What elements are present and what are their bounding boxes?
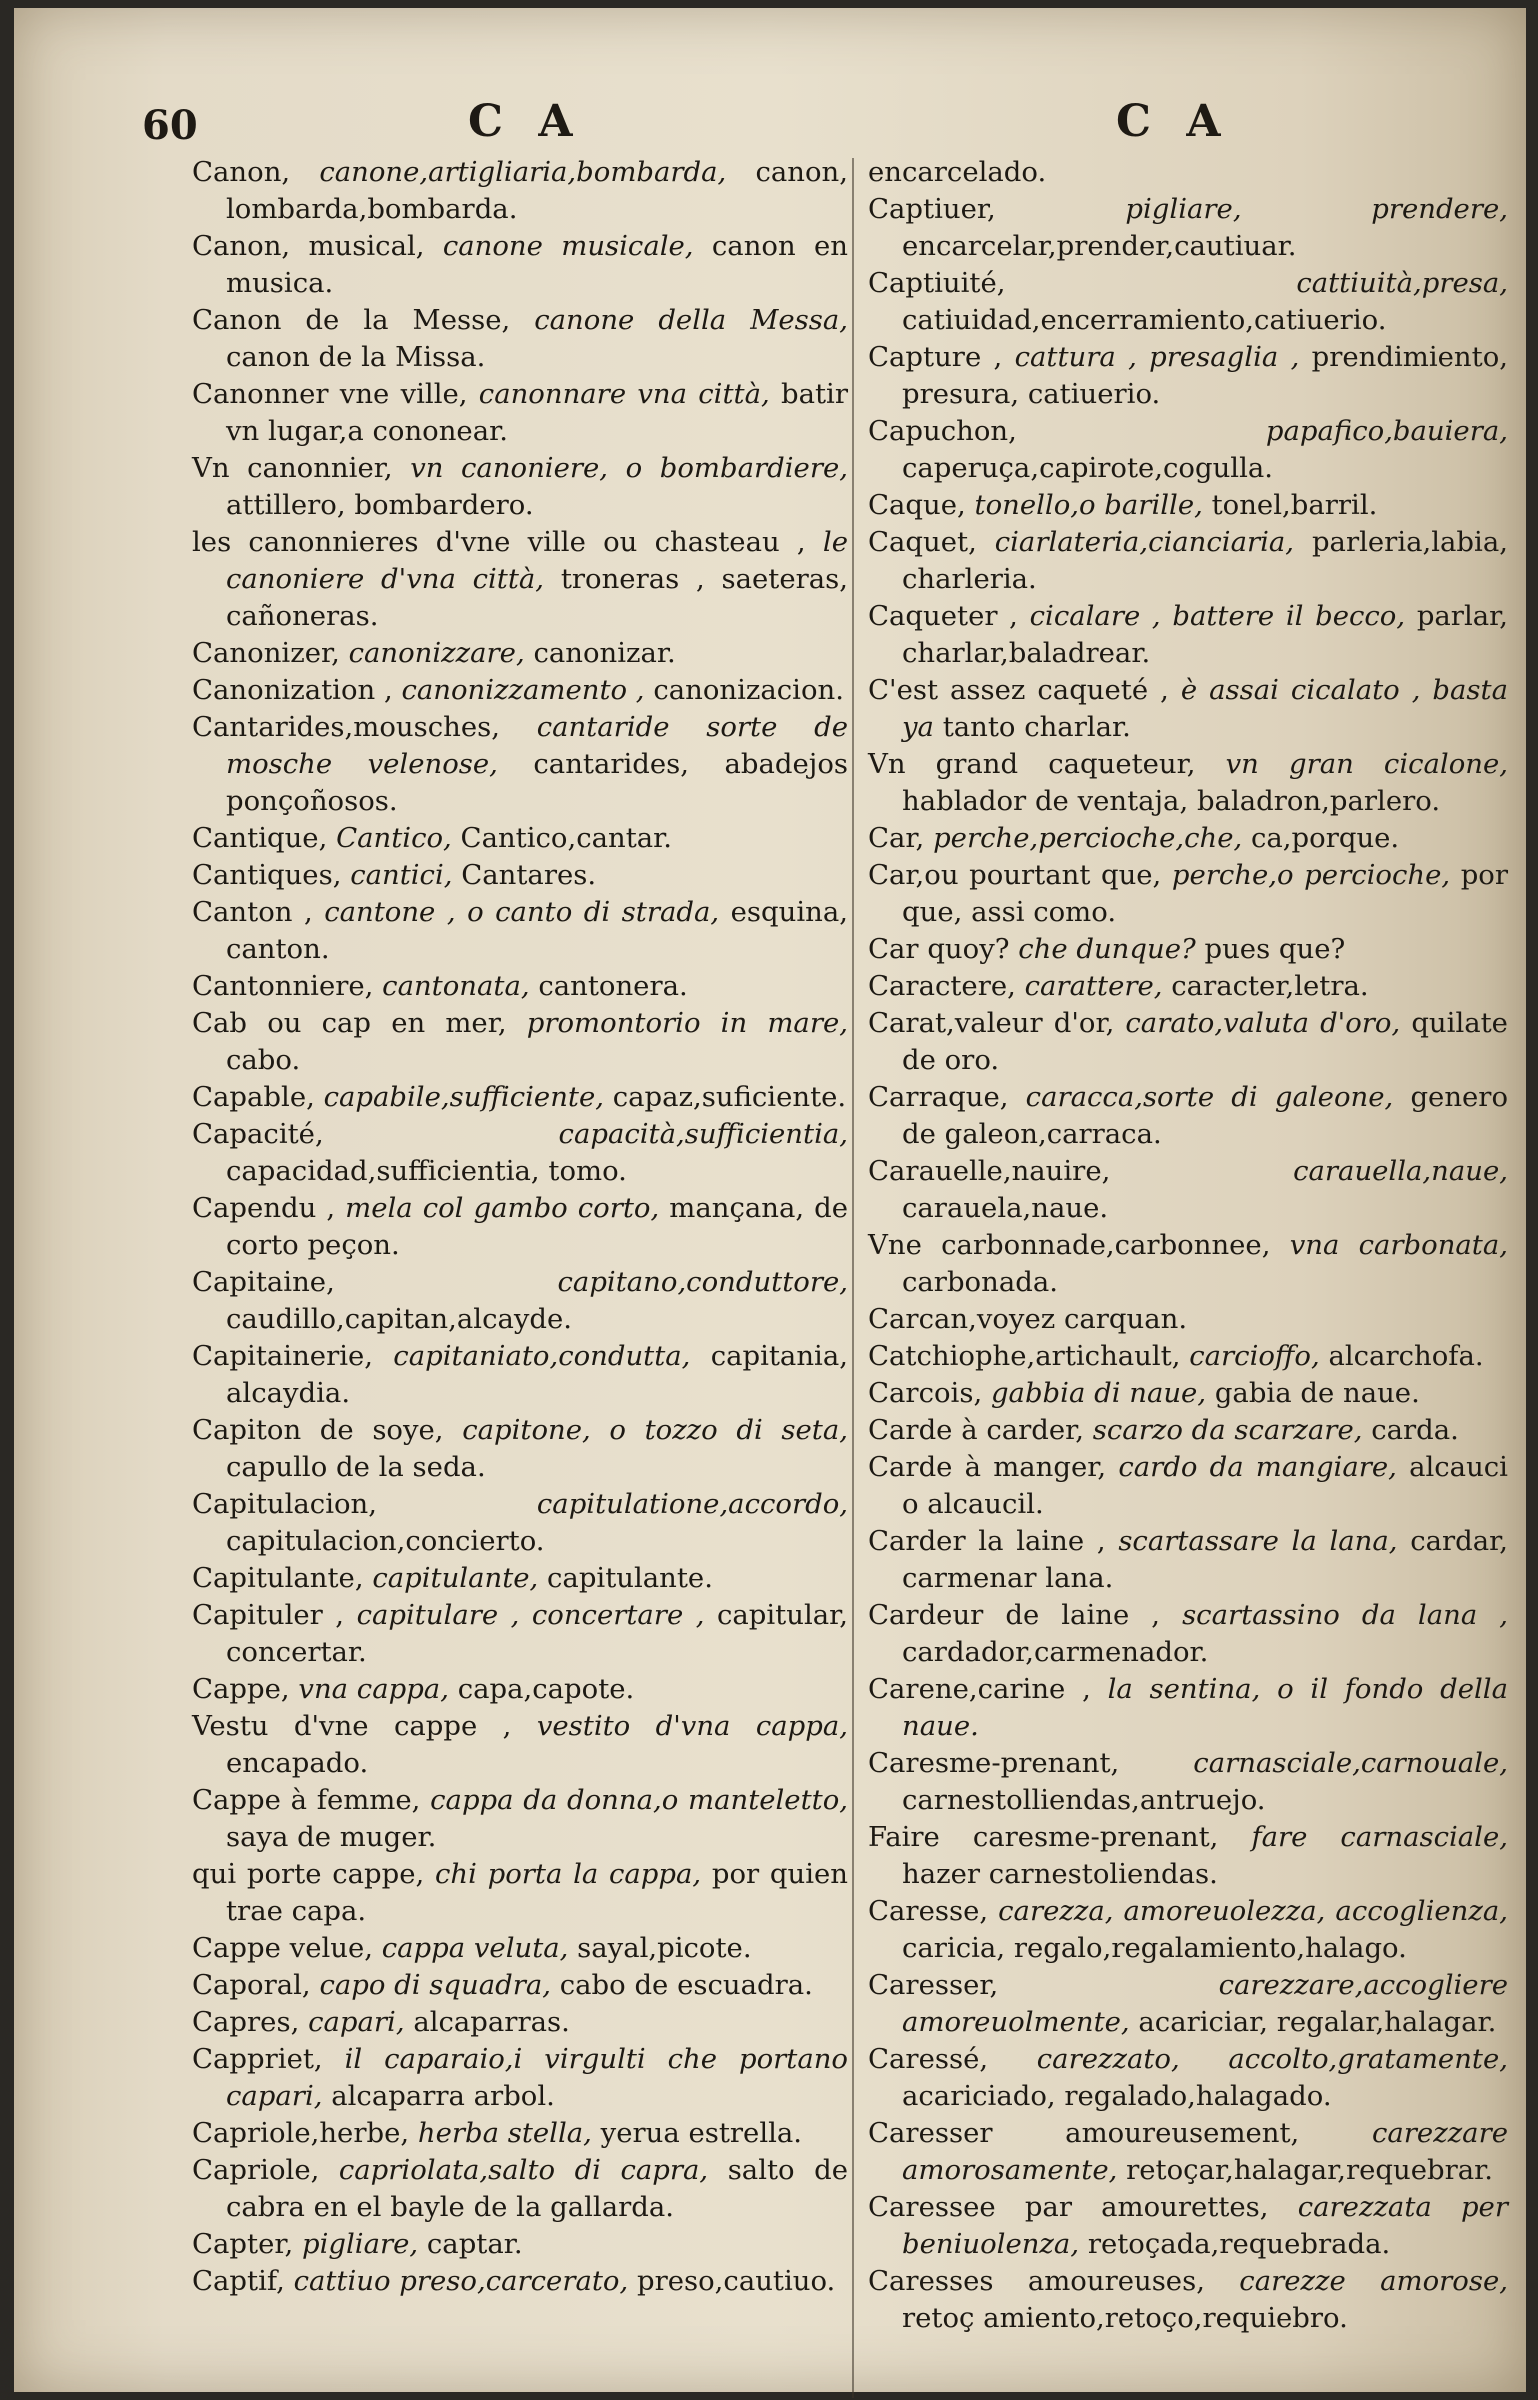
dictionary-entry [868,413,1508,487]
dictionary-entry [192,1005,848,1079]
french-term: Caque, [868,489,966,521]
dictionary-entry [868,746,1508,820]
dictionary-entry [192,672,848,709]
italian-term: cicalare , battere il becco, [1029,600,1406,632]
italian-term: carezzare,accogliere amoreuolmente, [902,1969,1508,2038]
french-term: Vn canonnier, [192,452,393,484]
dictionary-entry [192,1560,848,1597]
spanish-term: canon, lombarda,bombarda. [226,156,848,225]
french-term: Capriole, [192,2154,320,2186]
spanish-term: capitular, concertar. [226,1599,848,1668]
column-divider [852,158,854,2398]
italian-term: capari, [308,2006,405,2038]
french-term: Car, [868,822,925,854]
dictionary-entry [868,524,1508,598]
running-head-right: C A [1116,96,1231,147]
italian-term: pigliare, prendere, [1125,193,1508,225]
dictionary-entry [868,931,1508,968]
dictionary-entry [868,1745,1508,1819]
french-term: Vne carbonnade,carbonnee, [868,1229,1271,1261]
spanish-term: alcaparras. [413,2006,570,2038]
italian-term: carezzare amorosamente, [902,2117,1508,2186]
italian-term: scartassare la lana, [1118,1525,1398,1557]
spanish-term: salto de cabra en el bayle de la gallarda. [226,2154,848,2223]
italian-term: capabile,sufficiente, [323,1081,604,1113]
spanish-term: genero de galeon,carraca. [902,1081,1509,1150]
book-page [14,8,1526,2392]
french-term: Capendu , [192,1192,336,1224]
italian-term: Cantico, [336,822,452,854]
italian-term: capitone, o tozzo di seta, [462,1414,848,1446]
italian-term: vn gran cicalone, [1225,748,1508,780]
french-term: Captif, [192,2265,285,2297]
italian-term: cappa da donna,o manteletto, [430,1784,848,1816]
dictionary-entry [192,376,848,450]
french-term: Captiuer, [868,193,996,225]
italian-term: ciarlateria,cianciaria, [994,526,1295,558]
french-term: Carat,valeur d'or, [868,1007,1115,1039]
italian-term: cardo da mangiare, [1118,1451,1397,1483]
spanish-term: capa,capote. [457,1673,635,1705]
spanish-term: acariciar, regalar,halagar. [1138,2006,1497,2038]
dictionary-entry [192,857,848,894]
dictionary-entry [192,635,848,672]
italian-term: capitulare , concertare , [356,1599,705,1631]
dictionary-entry [868,2189,1508,2263]
italian-term: canone della Messa, [534,304,848,336]
italian-term: chi porta la cappa, [434,1858,702,1890]
dictionary-entry [192,2152,848,2226]
italian-term: cantaride sorte de mosche velenose, [226,711,848,780]
french-term: Captiuité, [868,267,1006,299]
dictionary-entry [192,709,848,820]
italian-term: capitano,conduttore, [557,1266,848,1298]
italian-term: pigliare, [301,2228,419,2260]
italian-term: capitaniato,condutta, [393,1340,691,1372]
dictionary-entry [192,1967,848,2004]
italian-term: capitulante, [372,1562,539,1594]
french-term: Cantique, [192,822,328,854]
french-term: Canonization , [192,674,393,706]
french-term: Cappriet, [192,2043,323,2075]
italian-term: cattiuità,presa, [1296,267,1508,299]
italian-term: papafico,bauiera, [1265,415,1508,447]
spanish-term: esquina, canton. [226,896,848,965]
french-term: Cappe à femme, [192,1784,421,1816]
french-term: Cantonniere, [192,970,374,1002]
italian-term: cappa veluta, [381,1932,569,1964]
french-term: Carde à manger, [868,1451,1107,1483]
spanish-term: parleria,labia, charleria. [902,526,1508,595]
dictionary-entry [192,302,848,376]
french-term: Canonizer, [192,637,340,669]
italian-term: canone musicale, [442,230,694,262]
french-term: Cab ou cap en mer, [192,1007,507,1039]
french-term: Faire caresme-prenant, [868,1821,1219,1853]
french-term: Caresser, [868,1969,999,2001]
dictionary-entry [192,2263,848,2300]
french-term: les canonnieres d'vne ville ou chasteau , [192,526,806,558]
french-term: Canon de la Messe, [192,304,511,336]
spanish-term: gabia de naue. [1214,1377,1420,1409]
spanish-term: retoçar,halagar,requebrar. [1126,2154,1493,2186]
italian-term: perche,percioche,che, [933,822,1243,854]
spanish-term: retoçada,requebrada. [1087,2228,1391,2260]
french-term: C'est assez caqueté , [868,674,1169,706]
italian-term: è assai cicalato , basta ya [902,674,1508,743]
dictionary-entry [868,1227,1508,1301]
dictionary-entry [192,2226,848,2263]
spanish-term: caracter,letra. [1171,970,1369,1002]
dictionary-entry [192,2004,848,2041]
italian-term: promontorio in mare, [526,1007,848,1039]
dictionary-entry [192,1116,848,1190]
spanish-term: cabo. [226,1044,301,1076]
french-term: Vestu d'vne cappe , [192,1710,512,1742]
left-column [192,154,848,2300]
italian-term: gabbia di naue, [990,1377,1207,1409]
spanish-term: canonizacion. [653,674,844,706]
italian-term: scartassino da lana , [1182,1599,1508,1631]
french-term: Capres, [192,2006,300,2038]
spanish-term: capitulante. [547,1562,713,1594]
dictionary-entry [192,820,848,857]
spanish-term: mançana, de corto peçon. [226,1192,848,1261]
spanish-term: canonizar. [533,637,676,669]
spanish-term: cabo de escuadra. [559,1969,813,2001]
spanish-term: canon en musica. [226,230,848,299]
french-term: Carcan,voyez carquan. [868,1303,1188,1335]
italian-term: carcioffo, [1189,1340,1320,1372]
french-term: Cardeur de laine , [868,1599,1161,1631]
french-term: qui porte cappe, [192,1858,425,1890]
dictionary-entry [192,228,848,302]
dictionary-entry [868,2263,1508,2337]
spanish-term: Cantico,cantar. [460,822,673,854]
italian-term: vna carbonata, [1289,1229,1508,1261]
italian-term: il caparaio,i virgulti che portano capari, [226,2043,848,2112]
spanish-term: carauela,naue. [902,1192,1109,1224]
spanish-term: capacidad,sufficientia, tomo. [226,1155,627,1187]
spanish-term: pues que? [1204,933,1346,965]
dictionary-entry [868,191,1508,265]
italian-term: cattiuo preso,carcerato, [293,2265,629,2297]
spanish-term: capaz,suficiente. [612,1081,847,1113]
spanish-term: Cantares. [461,859,597,891]
dictionary-entry [192,1597,848,1671]
spanish-term: caudillo,capitan,alcayde. [226,1303,573,1335]
dictionary-entry [868,265,1508,339]
dictionary-entry [192,1264,848,1338]
spanish-term: alcarchofa. [1328,1340,1484,1372]
french-term: Cappe, [192,1673,290,1705]
dictionary-entry [868,1153,1508,1227]
dictionary-entry [868,1523,1508,1597]
dictionary-entry [192,1079,848,1116]
italian-term: che dunque? [1018,933,1196,965]
italian-term: caracca,sorte di galeone, [1025,1081,1394,1113]
spanish-term: alcauci o alcaucil. [902,1451,1508,1520]
spanish-term: prendimiento, presura, catiuerio. [902,341,1508,410]
french-term: Capter, [192,2228,294,2260]
french-term: Canton , [192,896,313,928]
dictionary-entry [868,1301,1508,1338]
spanish-term: carbonada. [902,1266,1058,1298]
italian-term: carato,valuta d'oro, [1125,1007,1401,1039]
french-term: Canon, musical, [192,230,425,262]
dictionary-entry [192,1708,848,1782]
spanish-term: acariciado, regalado,halagado. [902,2080,1332,2112]
french-term: Capiton de soye, [192,1414,444,1446]
italian-term: carnasciale,carnouale, [1193,1747,1508,1779]
italian-term: cattura , presaglia , [1014,341,1300,373]
italian-term: scarzo da scarzare, [1092,1414,1363,1446]
spanish-term: caperuça,capirote,cogulla. [902,452,1274,484]
french-term: Caressé, [868,2043,989,2075]
italian-term: capriolata,salto di capra, [338,2154,709,2186]
dictionary-entry [868,1449,1508,1523]
dictionary-entry [868,968,1508,1005]
italian-term: cantone , o canto di strada, [324,896,720,928]
spanish-term: carnestolliendas,antruejo. [902,1784,1266,1816]
french-term: Carcois, [868,1377,983,1409]
french-term: Car quoy? [868,933,1010,965]
dictionary-entry [192,968,848,1005]
french-term: Cantarides,mousches, [192,711,500,743]
italian-term: cantonata, [382,970,530,1002]
dictionary-entry [868,1412,1508,1449]
italian-term: canonizzamento , [401,674,645,706]
spanish-term: sayal,picote. [577,1932,752,1964]
dictionary-entry [868,1338,1508,1375]
french-term: Caractere, [868,970,1016,1002]
french-term: Capture , [868,341,1003,373]
italian-term: fare carnasciale, [1251,1821,1508,1853]
dictionary-entry [868,2115,1508,2189]
dictionary-entry [192,1190,848,1264]
spanish-term: cantonera. [538,970,688,1002]
spanish-term: preso,cautiuo. [636,2265,836,2297]
italian-term: mela col gambo corto, [345,1192,660,1224]
french-term: Caquet, [868,526,977,558]
french-term: Car,ou pourtant que, [868,859,1162,891]
french-term: Caressee par amourettes, [868,2191,1269,2223]
spanish-term: retoç amiento,retoço,requiebro. [902,2302,1348,2334]
spanish-term: cardador,carmenador. [902,1636,1209,1668]
italian-term: la sentina, o il fondo della naue. [902,1673,1508,1742]
italian-term: vestito d'vna cappa, [536,1710,848,1742]
spanish-term: encarcelar,prender,cautiuar. [902,230,1297,262]
french-term: Caresse, [868,1895,989,1927]
italian-term: tonello,o barille, [974,489,1203,521]
running-head-left: C A [468,96,583,147]
dictionary-entry [868,820,1508,857]
dictionary-entry [868,1375,1508,1412]
dictionary-entry [868,857,1508,931]
right-column [868,154,1508,2337]
french-term: Cappe velue, [192,1932,373,1964]
spanish-term: alcaparra arbol. [331,2080,555,2112]
french-term: Caqueter , [868,600,1018,632]
dictionary-entry [868,487,1508,524]
french-term: Capitaine, [192,1266,335,1298]
dictionary-entry [868,1597,1508,1671]
spanish-term: parlar, charlar,baladrear. [902,600,1509,669]
dictionary-entry [868,598,1508,672]
dictionary-entry [868,339,1508,413]
page-header [14,96,1526,156]
dictionary-entry [868,1079,1508,1153]
italian-term: cantici, [350,859,453,891]
spanish-term: capullo de la seda. [226,1451,486,1483]
french-term: Caresses amoureuses, [868,2265,1205,2297]
spanish-term: ca,porque. [1251,822,1400,854]
page-number: 60 [142,102,198,149]
spanish-term: encarcelado. [868,156,1047,188]
spanish-term: canon de la Missa. [226,341,486,373]
italian-term: capacità,sufficientia, [558,1118,848,1150]
italian-term: perche,o percioche, [1171,859,1451,891]
french-term: Cantiques, [192,859,342,891]
spanish-term: tanto charlar. [942,711,1131,743]
spanish-term: caricia, regalo,regalamiento,halago. [902,1932,1407,1964]
italian-term: capo di squadra, [319,1969,551,2001]
dictionary-entry [192,1412,848,1486]
italian-term: carezze amorose, [1239,2265,1508,2297]
italian-term: vna cappa, [298,1673,449,1705]
french-term: Caresme-prenant, [868,1747,1120,1779]
french-term: Capable, [192,1081,315,1113]
spanish-term: catiuidad,encerramiento,catiuerio. [902,304,1387,336]
spanish-term: hablador de ventaja, baladron,parlero. [902,785,1441,817]
spanish-term: hazer carnestoliendas. [902,1858,1218,1890]
dictionary-entry [868,1671,1508,1745]
dictionary-entry [192,2115,848,2152]
dictionary-entry [192,524,848,635]
italian-term: carezzata per beniuolenza, [902,2191,1508,2260]
dictionary-entry [868,1967,1508,2041]
french-term: Carauelle,nauire, [868,1155,1111,1187]
dictionary-entry [868,1819,1508,1893]
italian-term: canone,artigliaria,bombarda, [319,156,727,188]
french-term: Capitulante, [192,1562,364,1594]
french-term: Carene,carine , [868,1673,1091,1705]
french-term: Catchiophe,artichault, [868,1340,1181,1372]
french-term: Capitainerie, [192,1340,374,1372]
french-term: Carde à carder, [868,1414,1085,1446]
italian-term: capitulatione,accordo, [536,1488,848,1520]
spanish-term: por que, assi como. [902,859,1508,928]
french-term: Carder la laine , [868,1525,1106,1557]
dictionary-entry [192,1486,848,1560]
spanish-term: capitania, alcaydia. [226,1340,848,1409]
dictionary-entry [868,1005,1508,1079]
italian-term: herba stella, [417,2117,592,2149]
spanish-term: quilate de oro. [902,1007,1508,1076]
french-term: Vn grand caqueteur, [868,748,1196,780]
french-term: Capriole,herbe, [192,2117,410,2149]
dictionary-entry [192,1671,848,1708]
french-term: Canon, [192,156,291,188]
spanish-term: encapado. [226,1747,369,1779]
dictionary-entry [192,154,848,228]
spanish-term: por quien trae capa. [226,1858,848,1927]
spanish-term: captar. [426,2228,523,2260]
dictionary-entry [192,1930,848,1967]
spanish-term: yerua estrella. [600,2117,803,2149]
italian-term: carattere, [1024,970,1163,1002]
italian-term: carauella,naue, [1293,1155,1508,1187]
dictionary-entry [192,1782,848,1856]
italian-term: canonnare vna città, [478,378,770,410]
french-term: Caporal, [192,1969,311,2001]
spanish-term: capitulacion,concierto. [226,1525,545,1557]
dictionary-entry [868,1893,1508,1967]
dictionary-entry [192,894,848,968]
spanish-term: troneras , saeteras, cañoneras. [226,563,848,632]
spanish-term: batir vn lugar,a cononear. [226,378,848,447]
dictionary-entry [868,2041,1508,2115]
french-term: Canonner vne ville, [192,378,468,410]
italian-term: carezza, amoreuolezza, accoglienza, [998,1895,1508,1927]
dictionary-entry [868,672,1508,746]
spanish-term: cardar, carmenar lana. [902,1525,1508,1594]
spanish-term: attillero, bombardero. [226,489,534,521]
spanish-term: tonel,barril. [1211,489,1378,521]
french-term: Capituler , [192,1599,345,1631]
french-term: Capuchon, [868,415,1017,447]
spanish-term: carda. [1371,1414,1459,1446]
french-term: Capitulacion, [192,1488,377,1520]
dictionary-entry [192,450,848,524]
dictionary-entry [192,1338,848,1412]
italian-term: carezzato, accolto,gratamente, [1036,2043,1508,2075]
spanish-term: saya de muger. [226,1821,437,1853]
dictionary-entry [192,2041,848,2115]
italian-term: le canoniere d'vna città, [226,526,848,595]
french-term: Capacité, [192,1118,324,1150]
italian-term: vn canoniere, o bombardiere, [410,452,848,484]
french-term: Caresser amoureusement, [868,2117,1300,2149]
spanish-term: cantarides, abadejos ponçoñosos. [226,748,848,817]
dictionary-entry [868,154,1508,191]
italian-term: canonizzare, [348,637,525,669]
dictionary-entry [192,1856,848,1930]
french-term: Carraque, [868,1081,1009,1113]
